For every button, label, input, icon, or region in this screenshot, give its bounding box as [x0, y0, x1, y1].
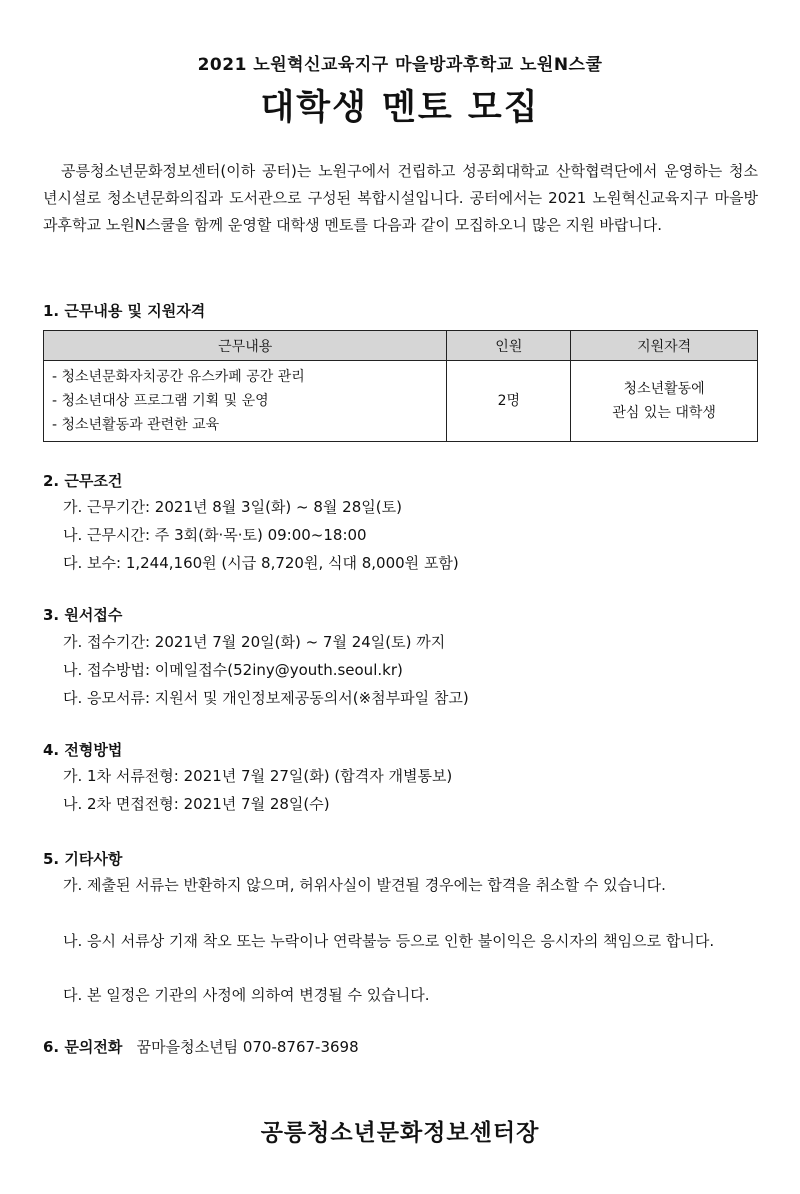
section-4-heading: 4. 전형방법	[43, 741, 123, 759]
notice-subtitle: 2021 노원혁신교육지구 마을방과후학교 노원N스쿨	[197, 55, 603, 75]
section-1-heading: 1. 근무내용 및 지원자격	[43, 302, 206, 320]
selection-item: 나. 2차 면접전형: 2021년 7월 28일(수)	[63, 795, 330, 813]
duty-item: - 청소년문화자치공간 유스카페 공간 관리	[52, 369, 305, 385]
header-count: 인원	[447, 331, 571, 361]
condition-item: 나. 근무시간: 주 3회(화·목·토) 09:00~18:00	[63, 526, 367, 544]
header-duty: 근무내용	[44, 331, 447, 361]
duty-table	[43, 330, 758, 442]
table-row	[44, 361, 758, 442]
application-item: 가. 접수기간: 2021년 7월 20일(화) ~ 7월 24일(토) 까지	[63, 633, 446, 651]
notice-title: 대학생 멘토 모집	[260, 88, 540, 128]
count-cell: 2명	[447, 361, 571, 442]
selection-item: 가. 1차 서류전형: 2021년 7월 27일(화) (합격자 개별통보)	[63, 767, 453, 785]
section-3-heading: 3. 원서접수	[43, 606, 123, 624]
application-item: 나. 접수방법: 이메일접수(52iny@youth.seoul.kr)	[63, 661, 403, 679]
condition-item: 가. 근무기간: 2021년 8월 3일(화) ~ 8월 28일(토)	[63, 498, 402, 516]
notes-item: 가. 제출된 서류는 반환하지 않으며, 허위사실이 발견될 경우에는 합격을 취소할 수 있습니다.	[63, 876, 666, 894]
application-item: 다. 응모서류: 지원서 및 개인정보제공동의서(※첨부파일 참고)	[63, 689, 469, 707]
duty-item: - 청소년대상 프로그램 기획 및 운영	[52, 393, 269, 409]
section-6-row	[43, 1036, 359, 1057]
section-6-heading: 6. 문의전화	[43, 1038, 123, 1056]
notes-item: 나. 응시 서류상 기재 착오 또는 누락이나 연락불능 등으로 인한 불이익은 응시자의 책임으로 합니다.	[63, 932, 715, 950]
section-5-heading: 5. 기타사항	[43, 850, 123, 868]
qualification-line: 청소년활동에	[623, 381, 705, 397]
issuer-signature: 공릉청소년문화정보센터장	[260, 1120, 540, 1146]
qualification-line: 관심 있는 대학생	[612, 405, 716, 421]
notes-item: 다. 본 일정은 기관의 사정에 의하여 변경될 수 있습니다.	[63, 986, 430, 1004]
contact-phone: 꿈마을청소년팀 070-8767-3698	[136, 1038, 359, 1056]
qualification-cell	[571, 361, 758, 442]
header-qualification: 지원자격	[571, 331, 758, 361]
section-2-heading: 2. 근무조건	[43, 472, 123, 490]
duty-cell	[44, 361, 447, 442]
table-header-row	[44, 331, 758, 361]
duty-item: - 청소년활동과 관련한 교육	[52, 417, 220, 433]
condition-item: 다. 보수: 1,244,160원 (시급 8,720원, 식대 8,000원 포함)	[63, 554, 459, 572]
intro-paragraph: 공릉청소년문화정보센터(이하 공터)는 노원구에서 건립하고 성공회대학교 산학협력단에서 운영하는 청소년시설로 청소년문화의집과 도서관으로 구성된 복합시설입니다. 공터에서는 2021 노원혁신교육지구 마을방과후학교 노원N스쿨을 함께 운영할 대학생 멘토를 다음과 같이 모집하오니 많은 지원 바랍니다.	[43, 162, 758, 234]
